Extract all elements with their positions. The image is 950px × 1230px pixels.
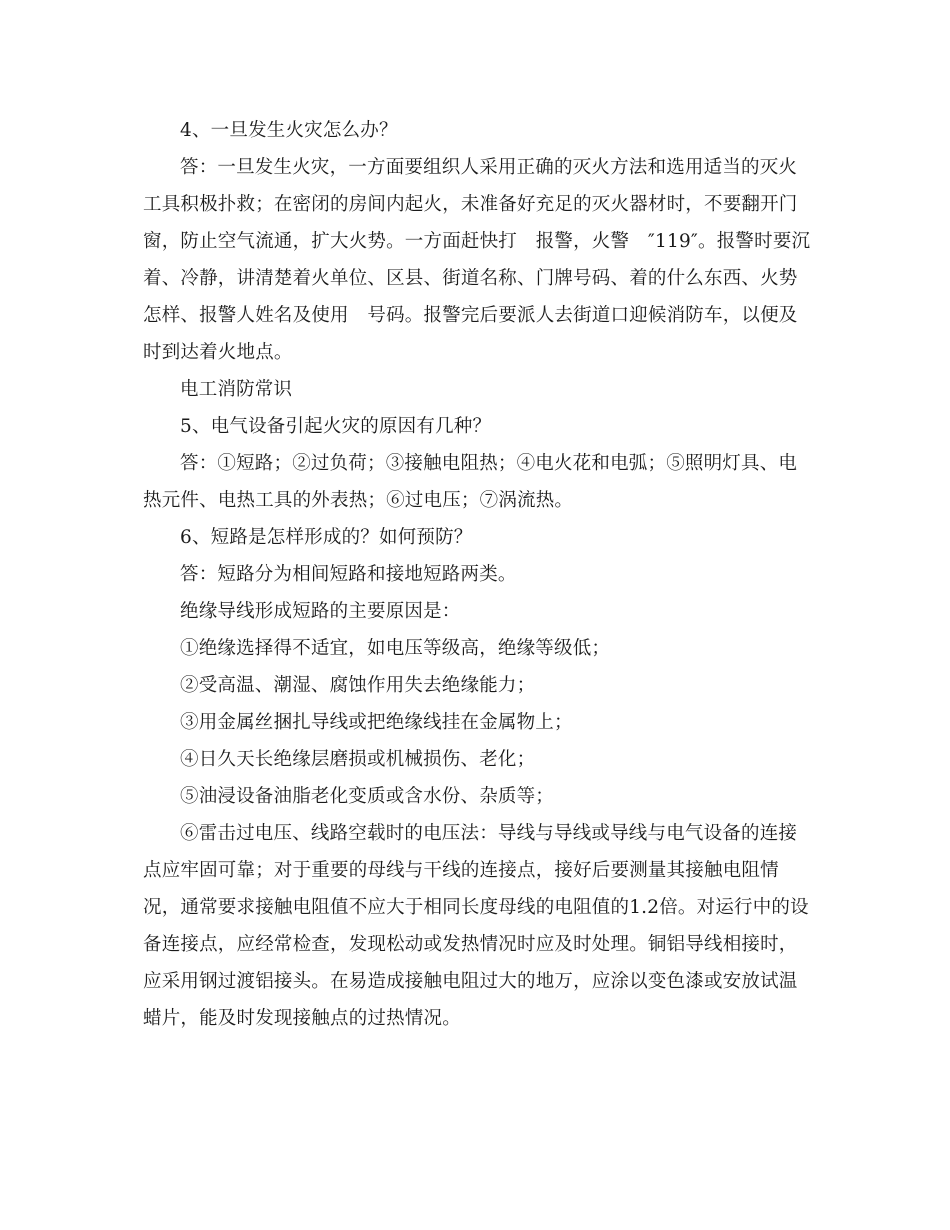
question-4-heading: 4、一旦发生火灾怎么办？	[180, 120, 398, 141]
answer-5-paragraph: 答：①短路；②过负荷；③接触电阻热；④电火花和电弧；⑤照明灯具、电热元件、电热工具的外表热；⑥过电压；⑦涡流热。	[143, 453, 798, 511]
short-circuit-causes-intro: 绝缘导线形成短路的主要原因是：	[180, 601, 461, 622]
cause-item-2: ②受高温、潮湿、腐蚀作用失去绝缘能力；	[180, 675, 536, 696]
answer-4-paragraph: 答：一旦发生火灾，一方面要组织人采用正确的灭火方法和选用适当的灭火工具积极扑救；在密闭的房间内起火，未准备好充足的灭火器材时，不要翻开门窗，防止空气流通，扩大火势。一方面赶快打 报警，火警 ″119″。报警时要沉着、冷静，讲清楚着火单位、区县、街道名称、门牌号码、着的什么东西、火势怎样、报警人姓名及使用 号码。报警完后要派人去街道口迎候消防车，以便及时到达着火地点。	[143, 157, 811, 363]
cause-item-4: ④日久天长绝缘层磨损或机械损伤、老化；	[180, 749, 536, 770]
question-5-heading: 5、电气设备引起火灾的原因有几种？	[180, 416, 492, 437]
document-body	[143, 112, 811, 1037]
cause-item-1: ①绝缘选择得不适宜，如电压等级高，绝缘等级低；	[180, 638, 611, 659]
cause-item-3: ③用金属丝捆扎导线或把绝缘线挂在金属物上；	[180, 712, 573, 733]
cause-item-6-paragraph: ⑥雷击过电压、线路空载时的电压法：导线与导线或导线与电气设备的连接点应牢固可靠；对于重要的母线与干线的连接点，接好后要测量其接触电阻情况，通常要求接触电阻值不应大于相同长度母线的电阻值的1.2倍。对运行中的设备连接点，应经常检查，发现松动或发热情况时应及时处理。铜铝导线相接时，应采用钢过渡铝接头。在易造成接触电阻过大的地万，应涂以变色漆或安放试温蜡片，能及时发现接触点的过热情况。	[143, 823, 809, 1029]
question-6-heading: 6、短路是怎样形成的？如何预防？	[180, 527, 473, 548]
section-heading-electrician-fire-knowledge: 电工消防常识	[180, 379, 293, 400]
cause-item-5: ⑤油浸设备油脂老化变质或含水份、杂质等；	[180, 786, 555, 807]
answer-6-paragraph: 答：短路分为相间短路和接地短路两类。	[180, 564, 517, 585]
